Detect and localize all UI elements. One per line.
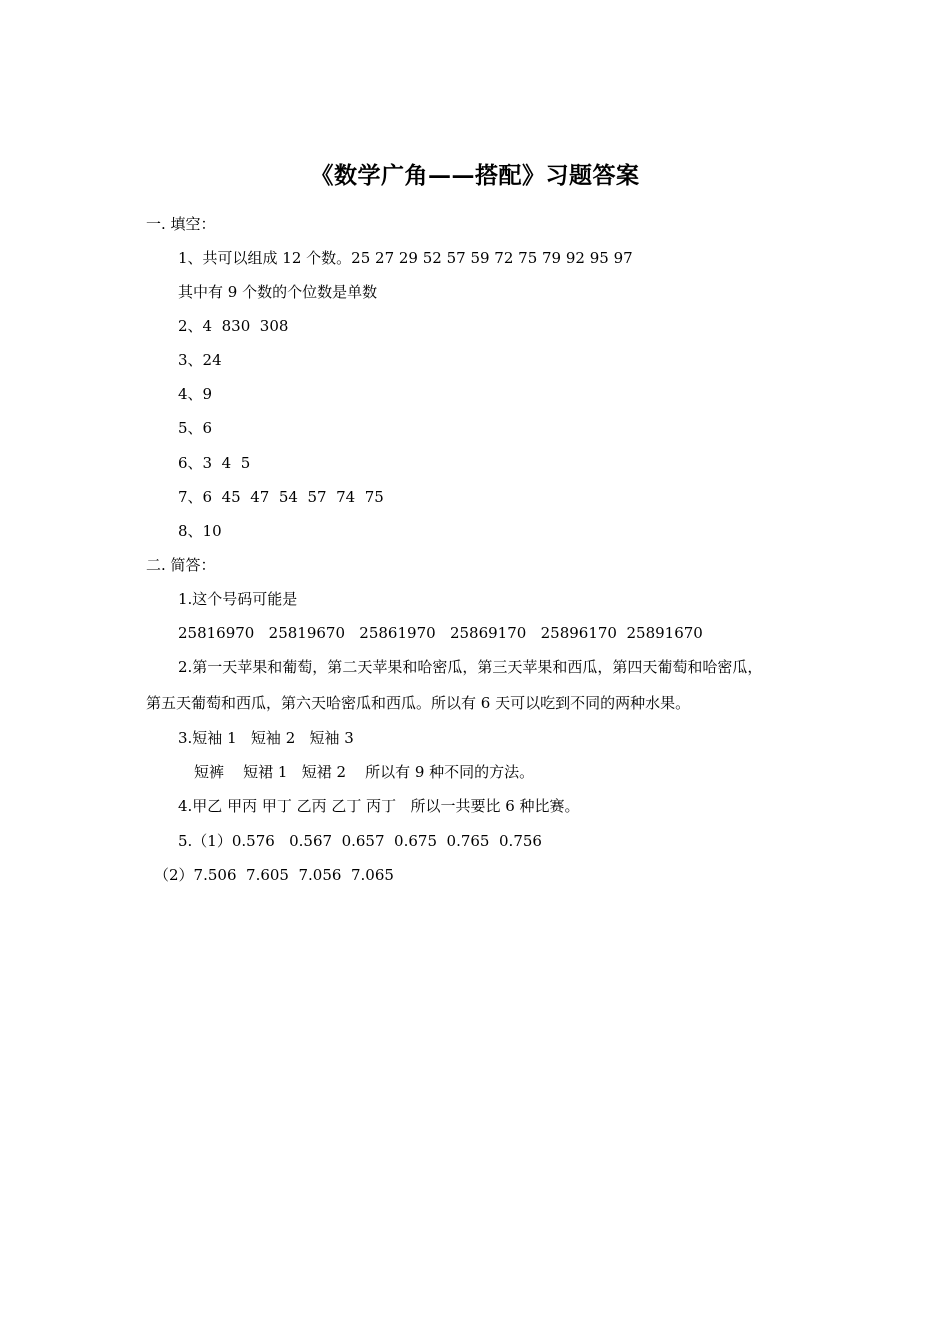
section2-heading: 二. 简答： [146,556,216,574]
q1-label: 1.这个号码可能是 [178,590,298,608]
section1-line: 6、3 4 5 [178,454,251,472]
section1-heading: 一. 填空： [146,215,216,233]
section1-line: 7、6 45 47 54 57 74 75 [178,488,384,506]
q4-answer: 4.甲乙 甲丙 甲丁 乙丙 乙丁 丙丁 所以一共要比 6 种比赛。 [178,797,580,815]
section1-line: 4、9 [178,385,213,403]
q3-line2: 短裤 短裙 1 短裙 2 所以有 9 种不同的方法。 [194,763,535,781]
q3-line1: 3.短袖 1 短袖 2 短袖 3 [178,729,354,747]
q5-line1: 5.（1）0.576 0.567 0.657 0.675 0.765 0.756 [178,832,542,850]
document-title: 《数学广角——搭配》习题答案 [310,162,640,189]
section1-line: 其中有 9 个数的个位数是单数 [178,283,378,301]
section1-line: 3、24 [178,351,222,369]
section1-line: 5、6 [178,419,213,437]
section1-line: 2、4 830 308 [178,317,289,335]
q2-line2: 第五天葡萄和西瓜，第六天哈密瓜和西瓜。所以有 6 天可以吃到不同的两种水果。 [146,694,691,712]
q2-line1: 2.第一天苹果和葡萄，第二天苹果和哈密瓜，第三天苹果和西瓜，第四天葡萄和哈密瓜， [178,658,763,676]
section1-line: 8、10 [178,522,222,540]
q1-answer: 25816970 25819670 25861970 25869170 25896170 25891670 [178,624,703,642]
q5-line2: （2）7.506 7.605 7.056 7.065 [154,866,394,884]
section1-line: 1、共可以组成 12 个数。25 27 29 52 57 59 72 75 79 92 95 97 [178,249,633,267]
